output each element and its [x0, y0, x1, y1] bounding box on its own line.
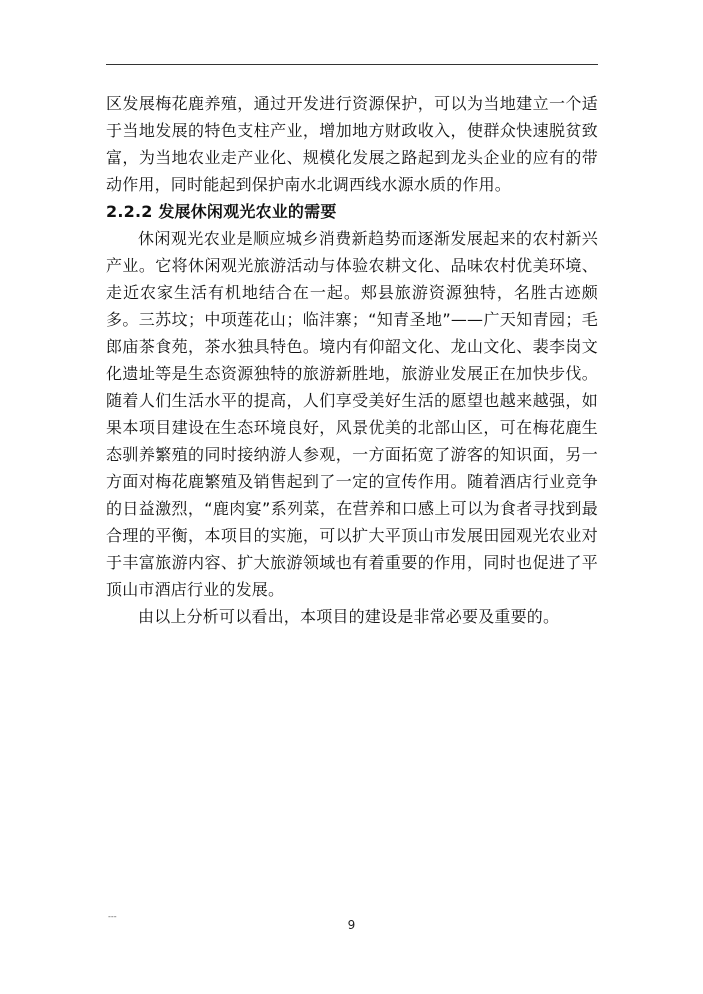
section-heading: 2.2.2 发展休闲观光农业的需要	[106, 202, 337, 221]
header-rule	[106, 64, 598, 65]
paragraph-continued: 区发展梅花鹿养殖，通过开发进行资源保护，可以为当地建立一个适于当地发展的特色支柱产业，增加地方财政收入，使群众快速脱贫致富，为当地农业走产业化、规模化发展之路起到龙头企业的应有的带动作用，同时能起到保护南水北调西线水源水质的作用。	[106, 94, 598, 194]
page-number: 9	[347, 918, 356, 932]
footer-mark: ---	[108, 912, 117, 921]
paragraph-conclusion: 由以上分析可以看出，本项目的建设是非常必要及重要的。	[138, 607, 560, 626]
document-body	[106, 90, 598, 630]
paragraph-leisure-agriculture: 休闲观光农业是顺应城乡消费新趋势而逐渐发展起来的农村新兴产业。它将休闲观光旅游活动与体验农耕文化、品味农村优美环境、走近农家生活有机地结合在一起。郏县旅游资源独特，名胜古迹颇多。三苏坟；中项莲花山；临沣寨；“知青圣地”——广天知青园；毛郎庙茶食苑，茶水独具特色。境内有仰韶文化、龙山文化、裴李岗文化遗址等是生态资源独特的旅游新胜地，旅游业发展正在加快步伐。随着人们生活水平的提高，人们享受美好生活的愿望也越来越强，如果本项目建设在生态环境良好，风景优美的北部山区，可在梅花鹿生态驯养繁殖的同时接纳游人参观，一方面拓宽了游客的知识面，另一方面对梅花鹿繁殖及销售起到了一定的宣传作用。随着酒店行业竞争的日益激烈，“鹿肉宴”系列菜，在营养和口感上可以为食者寻找到最合理的平衡，本项目的实施，可以扩大平顶山市发展田园观光农业对于丰富旅游内容、扩大旅游领域也有着重要的作用，同时也促进了平顶山市酒店行业的发展。	[106, 229, 598, 599]
